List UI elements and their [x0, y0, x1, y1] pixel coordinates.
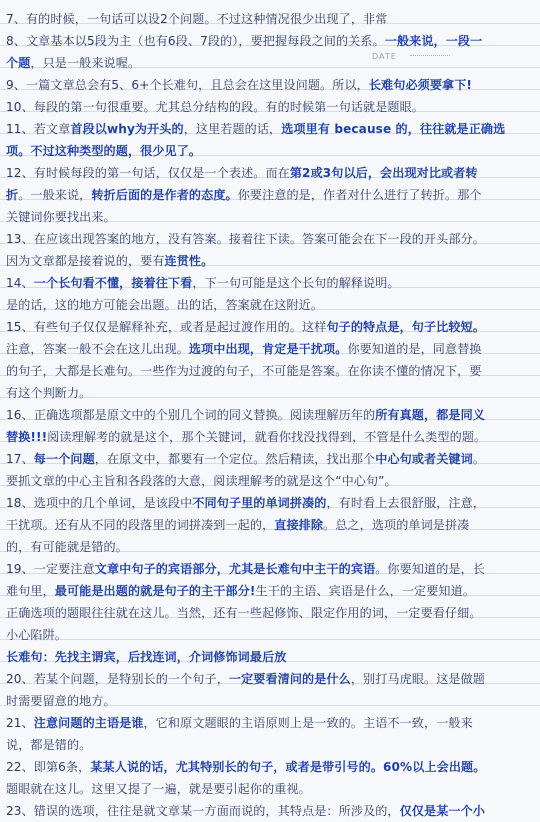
bold-text: 连贯性。 [164, 254, 214, 268]
text-segment: 难句里， [6, 584, 55, 598]
text-segment: 。总之，选项的单词是拼凑 [323, 518, 470, 532]
text-body [6, 8, 536, 822]
text-line [6, 404, 536, 426]
text-line [6, 96, 536, 118]
bold-text: 长难句：先找主谓宾，后找连词，介词修饰词最后放 [6, 650, 287, 664]
text-segment: 干扰项。还有从不同的段落里的词拼凑到一起的， [6, 518, 275, 532]
text-segment: 注意，答案一般不会在这儿出现。 [6, 342, 189, 356]
text-segment: 19、一定要注意 [6, 562, 95, 576]
bold-text: 直接排除 [274, 518, 324, 532]
bold-text: 不同句子里的单词拼凑的 [192, 496, 327, 510]
text-segment: 题眼就在这儿。这里又提了一遍，就是要引起你的重视。 [6, 782, 311, 796]
text-segment: ，别打马虎眼。这是做题 [350, 672, 485, 686]
text-segment: 有这个判断力。 [6, 386, 92, 400]
text-line [6, 294, 536, 316]
text-line [6, 8, 536, 30]
text-segment: ，有时看上去很舒服，注意， [326, 496, 485, 510]
text-line [6, 514, 536, 536]
text-segment: 因为文章都是接着说的，要有 [6, 254, 165, 268]
text-line [6, 778, 536, 800]
text-segment: 时需要留意的地方。 [6, 694, 116, 708]
bold-text: 最可能是出题的就是句子的主干部分! [54, 584, 256, 598]
text-segment: 7、有的时候，一句话可以设2个问题。不过这种情况很少出现了，非常 [6, 12, 388, 26]
text-line [6, 558, 536, 580]
text-segment: ，在原文中，都要有一个定位。然后精读，找出那个 [94, 452, 376, 466]
text-segment: 。你要知道的是，长 [375, 562, 485, 576]
bold-text: 某某人说的话，尤其特别长的句子，或者是带引号的。60%以上会出题。 [90, 760, 486, 774]
text-line [6, 602, 536, 624]
text-segment: 9、一篇文章总会有5、6+个长难句，且总会在这里设问题。所以， [6, 78, 369, 92]
text-segment: 10、每段的第一句很重要。尤其总分结构的段。有的时候第一句话就是题眼。 [6, 100, 424, 114]
bold-text: 选项里有 because 的，往往就是正确选 [281, 122, 506, 136]
text-line [6, 448, 536, 470]
text-segment: 小心陷阱。 [6, 628, 67, 642]
bold-text: 折 [6, 188, 19, 202]
text-segment: 20、若某个问题，是特别长的一个句子， [6, 672, 229, 686]
text-segment: 你要知道的是，同意替换 [347, 342, 482, 356]
text-line [6, 624, 536, 646]
text-segment: 正确选项的题眼往往就在这儿。当然，还有一些起修饰、限定作用的词，一定要看仔细。 [6, 606, 482, 620]
text-line [6, 712, 536, 734]
text-segment: 是的话，这的地方可能会出题。出的话，答案就在这附近。 [6, 298, 324, 312]
text-line [6, 382, 536, 404]
text-segment: ，下一句可能是这个长句的解释说明。 [192, 276, 400, 290]
text-segment: 阅读理解考的就是这个，那个关键词，就看你找没找得到，不管是什么类型的题。 [47, 430, 487, 444]
text-segment: 。 [472, 452, 486, 466]
text-line [6, 272, 536, 294]
text-segment: 22、即第6条， [6, 760, 91, 774]
text-line [6, 580, 536, 602]
text-line [6, 30, 536, 52]
text-segment: 说，都是错的。 [6, 738, 92, 752]
bold-text: 长难句必须要拿下! [368, 78, 473, 92]
text-line [6, 646, 536, 668]
bold-text: 替换!!! [6, 430, 48, 444]
bold-text: 注意问题的主语是谁 [33, 716, 144, 730]
text-line [6, 338, 536, 360]
text-line [6, 118, 536, 140]
text-segment: 的句子，大都是长难句。一些作为过渡的句子，不可能是答案。在你读不懂的情况下，要 [6, 364, 482, 378]
bold-text: 每一个问题 [33, 452, 95, 466]
text-segment: 生干的主语、宾语是什么，一定要知道。 [255, 584, 475, 598]
text-line [6, 316, 536, 338]
text-line [6, 492, 536, 514]
bold-text: 转折后面的是作者的态度。 [91, 188, 238, 202]
text-line [6, 426, 536, 448]
text-segment: 12、有时候每段的第一句话，仅仅是一个表述。而在 [6, 166, 290, 180]
bold-text: 一个长句看不懂，接着往下看 [33, 276, 193, 290]
text-line [6, 206, 536, 228]
text-line [6, 228, 536, 250]
text-line [6, 690, 536, 712]
text-segment: 17、 [6, 452, 34, 466]
text-segment: 要抓文章的中心主旨和各段落的大意，阅读理解考的就是这个“中心句”。 [6, 474, 397, 488]
bold-text: 一般来说，一段一 [384, 34, 483, 48]
text-segment: 15、有些句子仅仅是解释补充，或者是起过渡作用的。这样 [6, 320, 327, 334]
text-segment: 18、选项中的几个单词，是该段中 [6, 496, 193, 510]
text-line [6, 250, 536, 272]
text-line [6, 184, 536, 206]
text-line [6, 756, 536, 778]
text-segment: ，这里若题的话， [183, 122, 282, 136]
text-line [6, 360, 536, 382]
date-label: DATE [372, 52, 397, 61]
bold-text: 文章中句子的宾语部分，尤其是长难句中主干的宾语 [94, 562, 376, 576]
text-segment: ，只是一般来说喔。 [30, 56, 141, 70]
text-segment: 关键词你要找出来。 [6, 210, 116, 224]
text-line [6, 470, 536, 492]
text-line [6, 734, 536, 756]
text-segment: 21、 [6, 716, 34, 730]
text-segment: 8、文章基本以5段为主（也有6段、7段的），要把握每段之间的关系。 [6, 34, 385, 48]
text-segment: 13、在应该出现答案的地方，没有答案。接着往下读。答案可能会在下一段的开头部分。 [6, 232, 485, 246]
text-line [6, 52, 536, 74]
bold-text: 所有真题，都是同义 [375, 408, 485, 422]
text-segment: 16、正确选项都是原文中的个别几个词的同义替换。阅读理解历年的 [6, 408, 376, 422]
bold-text: 项。不过这种类型的题，很少见了。 [6, 144, 202, 158]
text-line [6, 800, 536, 822]
bold-text: 第2或3句以后，会出现对比或者转 [289, 166, 478, 180]
text-line [6, 668, 536, 690]
text-segment: 。一般来说， [18, 188, 92, 202]
bold-text: 首段以why为开头的 [70, 122, 184, 136]
text-segment: 11、若文章 [6, 122, 71, 136]
text-line [6, 162, 536, 184]
text-line [6, 74, 536, 96]
text-segment: 你要注意的是，作者对什么进行了转折。那个 [237, 188, 482, 202]
text-segment: 的，有可能就是错的。 [6, 540, 128, 554]
bold-text: 选项中出现，肯定是干扰项。 [188, 342, 348, 356]
bold-text: 个题 [6, 56, 31, 70]
bold-text: 中心句或者关键词 [375, 452, 473, 466]
text-segment: 23、错误的选项，往往是就文章某一方面而说的，其特点是：所涉及的， [6, 804, 400, 818]
text-line [6, 536, 536, 558]
bold-text: 一定要看清问的是什么 [228, 672, 351, 686]
bold-text: 仅仅是某一个小 [399, 804, 485, 818]
text-line [6, 140, 536, 162]
bold-text: 句子的特点是，句子比较短。 [326, 320, 485, 334]
text-segment: 14、 [6, 276, 34, 290]
text-segment: ，它和原文题眼的主语原则上是一致的。主语不一致，一般来 [143, 716, 473, 730]
